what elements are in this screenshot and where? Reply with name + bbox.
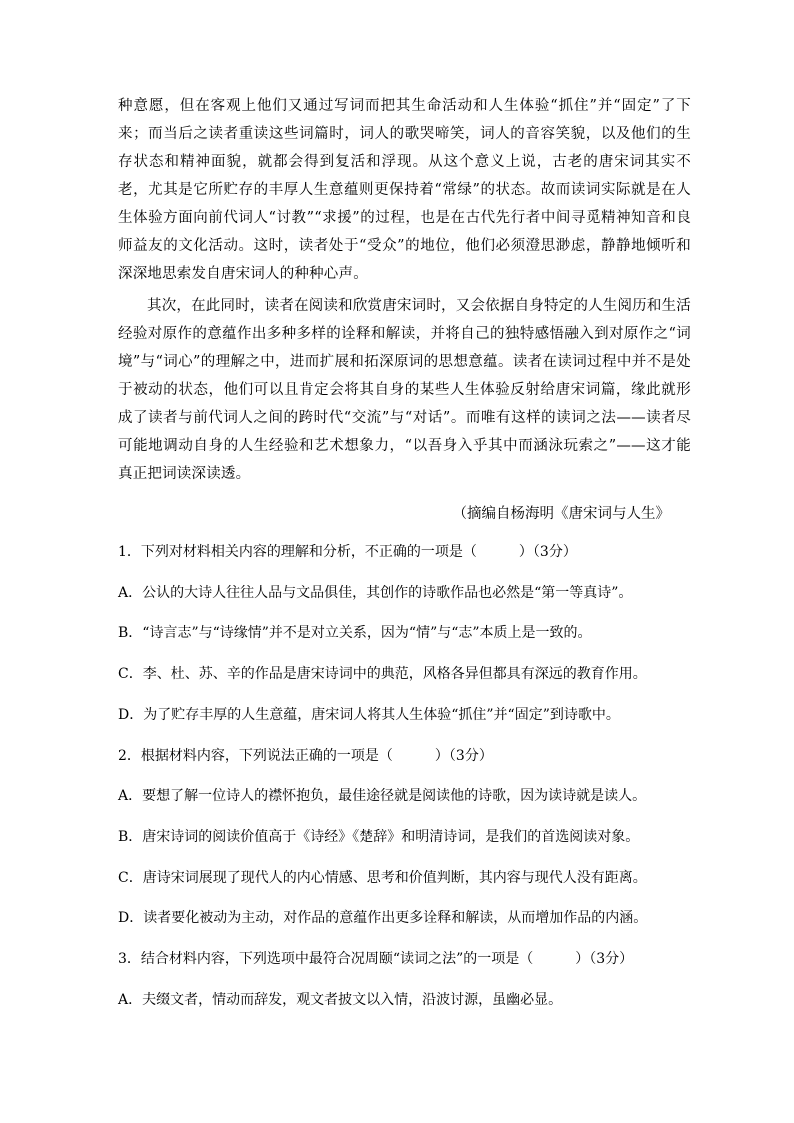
passage-source-citation: （摘编自杨海明《唐宋词与人生》	[452, 506, 670, 522]
question-2-option-c: C．唐诗宋词展现了现代人的内心情感、思考和价值判断，其内容与现代人没有距离。	[118, 869, 647, 886]
question-1-option-b: B．“诗言志”与“诗缘情”并不是对立关系，因为“情”与“志”本质上是一致的。	[118, 625, 592, 642]
question-1-option-c: C．李、杜、苏、辛的作品是唐宋诗词中的典范，风格各异但都具有深远的教育作用。	[118, 666, 647, 683]
question-3-stem: 3．结合材料内容，下列选项中最符合况周颐“读词之法”的一项是（ ）（3分）	[118, 951, 634, 968]
passage-paragraph-1: 种意愿，但在客观上他们又通过写词而把其生命活动和人生体验“抓住”并“固定”了下来；而当后之读者重读这些词篇时，词人的歌哭啼笑，词人的音容笑貌，以及他们的生存状态和精神面貌，就都会得到复活和浮现。从这个意义上说，古老的唐宋词其实不老，尤其是它所贮存的丰厚人生意蕴则更保持着“常绿”的状态。故而读词实际就是在人生体验方面向前代词人“讨教”“求援”的过程，也是在古代先行者中间寻觅精神知音和良师益友的文化活动。这时，读者处于“受众”的地位，他们必须澄思渺虑，静静地倾听和深深地思索发自唐宋词人的种种心声。	[118, 98, 691, 282]
question-2-option-b: B．唐宋诗词的阅读价值高于《诗经》《楚辞》和明清诗词，是我们的首选阅读对象。	[118, 828, 640, 845]
question-1-stem: 1．下列对材料相关内容的理解和分析，不正确的一项是（ ）（3分）	[118, 544, 577, 560]
question-2-option-a: A．要想了解一位诗人的襟怀抱负，最佳途径就是阅读他的诗歌，因为读诗就是读人。	[118, 788, 647, 805]
question-2-stem: 2．根据材料内容，下列说法正确的一项是（ ）（3分）	[118, 747, 493, 764]
question-3-option-a: A．夫缀文者，情动而辞发，观文者披文以入情，沿波讨源，虽幽必显。	[118, 991, 563, 1008]
question-list	[118, 532, 698, 1020]
question-1-option-a: A．公认的大诗人往往人品与文品俱佳，其创作的诗歌作品也必然是“第一等真诗”。	[118, 584, 633, 601]
question-2-option-d: D．读者要化被动为主动，对作品的意蕴作出更多诠释和解读，从而增加作品的内涵。	[118, 910, 648, 927]
passage-paragraph-2: 其次，在此同时，读者在阅读和欣赏唐宋词时，又会依据自身特定的人生阅历和生活经验对原作的意蕴作出多种多样的诠释和解读，并将自己的独特感悟融入到对原作之“词境”与“词心”的理解之中，进而扩展和拓深原词的思想意蕴。读者在读词过程中并不是处于被动的状态，他们可以且肯定会将其自身的某些人生体验反射给唐宋词篇，缘此就形成了读者与前代词人之间的跨时代“交流”与“对话”。而唯有这样的读词之法——读者尽可能地调动自身的人生经验和艺术想象力，“以吾身入乎其中而涵泳玩索之”——这才能真正把词读深读透。	[118, 298, 691, 482]
question-1-option-d: D．为了贮存丰厚的人生意蕴，唐宋词人将其人生体验“抓住”并“固定”到诗歌中。	[118, 706, 620, 723]
